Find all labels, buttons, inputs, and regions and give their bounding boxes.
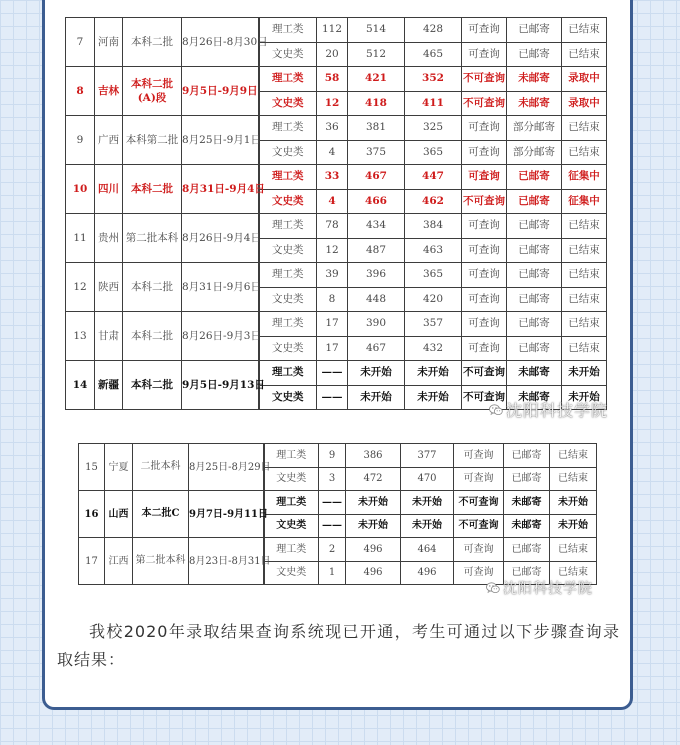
- category-cell: 文史类: [259, 42, 317, 67]
- query-status-cell: 可查询: [462, 18, 507, 43]
- batch-cell: 本科二批: [123, 312, 182, 361]
- admission-status-table: [65, 17, 607, 410]
- province-cell: 广西: [95, 116, 123, 165]
- table-row: [66, 116, 607, 141]
- table-row: [66, 312, 607, 337]
- mail-status-cell: 已邮寄: [507, 189, 562, 214]
- category-cell: 理工类: [259, 361, 317, 386]
- count-cell: 39: [317, 263, 348, 288]
- high-score-cell: 496: [346, 561, 401, 585]
- query-status-cell: 可查询: [462, 238, 507, 263]
- high-score-cell: 未开始: [348, 385, 405, 410]
- query-status-cell: 可查询: [462, 42, 507, 67]
- batch-cell: 第二批本科: [133, 538, 189, 585]
- low-score-cell: 377: [401, 444, 454, 468]
- count-cell: 58: [317, 67, 348, 92]
- high-score-cell: 472: [346, 467, 401, 491]
- table-row: [66, 165, 607, 190]
- batch-cell: 二批本科: [133, 444, 189, 491]
- high-score-cell: 434: [348, 214, 405, 239]
- high-score-cell: 390: [348, 312, 405, 337]
- low-score-cell: 365: [405, 140, 462, 165]
- high-score-cell: 421: [348, 67, 405, 92]
- admission-table-image[interactable]: [65, 17, 606, 410]
- category-cell: 理工类: [259, 214, 317, 239]
- province-cell: 江西: [105, 538, 133, 585]
- query-status-cell: 可查询: [462, 263, 507, 288]
- enrollment-status-cell: 征集中: [562, 189, 607, 214]
- date-range-cell: 8月31日-9月4日: [182, 165, 259, 214]
- count-cell: 17: [317, 336, 348, 361]
- batch-cell: 本科第二批: [123, 116, 182, 165]
- row-number-cell: 11: [66, 214, 95, 263]
- high-score-cell: 448: [348, 287, 405, 312]
- category-cell: 理工类: [264, 538, 319, 562]
- date-range-cell: 8月26日-8月30日: [182, 18, 259, 67]
- table-row: [66, 361, 607, 386]
- row-number-cell: 16: [79, 491, 105, 538]
- low-score-cell: 未开始: [401, 514, 454, 538]
- category-cell: 理工类: [259, 18, 317, 43]
- mail-status-cell: 已邮寄: [507, 165, 562, 190]
- date-range-cell: 8月26日-9月3日: [182, 312, 259, 361]
- batch-cell: 本科二批: [123, 18, 182, 67]
- query-status-cell: 可查询: [454, 561, 504, 585]
- mail-status-cell: 未邮寄: [507, 385, 562, 410]
- count-cell: ——: [319, 491, 346, 515]
- province-cell: 陕西: [95, 263, 123, 312]
- low-score-cell: 357: [405, 312, 462, 337]
- table-row: [79, 538, 597, 562]
- mail-status-cell: 已邮寄: [507, 238, 562, 263]
- wechat-icon: [489, 404, 503, 416]
- enrollment-status-cell: 录取中: [562, 67, 607, 92]
- count-cell: 8: [317, 287, 348, 312]
- low-score-cell: 384: [405, 214, 462, 239]
- wechat-icon: [486, 582, 500, 594]
- batch-cell: 本二批C: [133, 491, 189, 538]
- count-cell: 12: [317, 238, 348, 263]
- date-range-cell: 9月7日-9月11日: [189, 491, 264, 538]
- low-score-cell: 447: [405, 165, 462, 190]
- row-number-cell: 9: [66, 116, 95, 165]
- enrollment-status-cell: 已结束: [562, 312, 607, 337]
- enrollment-status-cell: 已结束: [562, 214, 607, 239]
- date-range-cell: 8月26日-9月4日: [182, 214, 259, 263]
- batch-cell: 本科二批: [123, 263, 182, 312]
- low-score-cell: 464: [401, 538, 454, 562]
- enrollment-status-cell: 已结束: [550, 467, 597, 491]
- table-row: [66, 67, 607, 92]
- row-number-cell: 8: [66, 67, 95, 116]
- watermark: [489, 398, 608, 421]
- mail-status-cell: 未邮寄: [507, 67, 562, 92]
- mail-status-cell: 未邮寄: [507, 361, 562, 386]
- table-row: [79, 491, 597, 515]
- category-cell: 理工类: [259, 116, 317, 141]
- date-range-cell: 8月31日-9月6日: [182, 263, 259, 312]
- date-range-cell: 8月25日-9月1日: [182, 116, 259, 165]
- mail-status-cell: 已邮寄: [504, 538, 550, 562]
- batch-cell: 本科二批: [123, 165, 182, 214]
- watermark: [486, 578, 593, 598]
- mail-status-cell: 已邮寄: [504, 444, 550, 468]
- low-score-cell: 496: [401, 561, 454, 585]
- low-score-cell: 325: [405, 116, 462, 141]
- date-range-cell: 8月23日-8月31日: [189, 538, 264, 585]
- query-status-cell: 可查询: [462, 312, 507, 337]
- category-cell: 文史类: [259, 336, 317, 361]
- high-score-cell: 467: [348, 336, 405, 361]
- province-cell: 宁夏: [105, 444, 133, 491]
- province-cell: 新疆: [95, 361, 123, 410]
- query-status-cell: 可查询: [454, 444, 504, 468]
- mail-status-cell: 已邮寄: [507, 263, 562, 288]
- high-score-cell: 未开始: [346, 491, 401, 515]
- enrollment-status-cell: 未开始: [562, 385, 607, 410]
- enrollment-status-cell: 已结束: [562, 287, 607, 312]
- count-cell: ——: [317, 385, 348, 410]
- date-range-cell: 9月5日-9月13日: [182, 361, 259, 410]
- province-cell: 四川: [95, 165, 123, 214]
- mail-status-cell: 部分邮寄: [507, 140, 562, 165]
- enrollment-status-cell: 征集中: [562, 165, 607, 190]
- query-status-cell: 可查询: [462, 214, 507, 239]
- mail-status-cell: 未邮寄: [507, 91, 562, 116]
- high-score-cell: 466: [348, 189, 405, 214]
- low-score-cell: 462: [405, 189, 462, 214]
- count-cell: 78: [317, 214, 348, 239]
- category-cell: 文史类: [259, 385, 317, 410]
- table-row: [66, 263, 607, 288]
- low-score-cell: 470: [401, 467, 454, 491]
- enrollment-status-cell: 已结束: [550, 561, 597, 585]
- high-score-cell: 386: [346, 444, 401, 468]
- enrollment-status-cell: 已结束: [562, 42, 607, 67]
- row-number-cell: 15: [79, 444, 105, 491]
- query-status-cell: 不可查询: [462, 189, 507, 214]
- count-cell: ——: [317, 361, 348, 386]
- enrollment-status-cell: 未开始: [550, 491, 597, 515]
- row-number-cell: 12: [66, 263, 95, 312]
- date-range-cell: 8月25日-8月29日: [189, 444, 264, 491]
- mail-status-cell: 未邮寄: [504, 514, 550, 538]
- table-row: [79, 444, 597, 468]
- category-cell: 文史类: [259, 140, 317, 165]
- count-cell: 20: [317, 42, 348, 67]
- query-status-cell: 可查询: [462, 165, 507, 190]
- intro-paragraph: 我校2020年录取结果查询系统现已开通，考生可通过以下步骤查询录取结果：: [57, 622, 620, 669]
- province-cell: 山西: [105, 491, 133, 538]
- query-status-cell: 可查询: [462, 116, 507, 141]
- enrollment-status-cell: 已结束: [562, 336, 607, 361]
- category-cell: 文史类: [259, 189, 317, 214]
- table-row: [66, 214, 607, 239]
- enrollment-status-cell: 已结束: [550, 444, 597, 468]
- high-score-cell: 未开始: [346, 514, 401, 538]
- batch-cell: 第二批本科: [123, 214, 182, 263]
- low-score-cell: 352: [405, 67, 462, 92]
- category-cell: 文史类: [259, 238, 317, 263]
- query-status-cell: 可查询: [454, 538, 504, 562]
- count-cell: 1: [319, 561, 346, 585]
- high-score-cell: 396: [348, 263, 405, 288]
- count-cell: 2: [319, 538, 346, 562]
- count-cell: 12: [317, 91, 348, 116]
- mail-status-cell: 已邮寄: [507, 214, 562, 239]
- low-score-cell: 465: [405, 42, 462, 67]
- row-number-cell: 10: [66, 165, 95, 214]
- count-cell: 9: [319, 444, 346, 468]
- enrollment-status-cell: 已结束: [562, 238, 607, 263]
- admission-status-table: [78, 443, 597, 585]
- low-score-cell: 未开始: [405, 385, 462, 410]
- enrollment-status-cell: 未开始: [562, 361, 607, 386]
- row-number-cell: 14: [66, 361, 95, 410]
- high-score-cell: 514: [348, 18, 405, 43]
- date-range-cell: 9月5日-9月9日: [182, 67, 259, 116]
- row-number-cell: 17: [79, 538, 105, 585]
- count-cell: 36: [317, 116, 348, 141]
- query-status-cell: 可查询: [462, 287, 507, 312]
- enrollment-status-cell: 已结束: [562, 116, 607, 141]
- category-cell: 文史类: [259, 287, 317, 312]
- query-status-cell: 可查询: [454, 467, 504, 491]
- category-cell: 文史类: [264, 467, 319, 491]
- table-row: [66, 18, 607, 43]
- low-score-cell: 428: [405, 18, 462, 43]
- query-status-cell: 不可查询: [454, 514, 504, 538]
- query-status-cell: 不可查询: [462, 361, 507, 386]
- category-cell: 理工类: [264, 444, 319, 468]
- high-score-cell: 381: [348, 116, 405, 141]
- query-status-cell: 不可查询: [462, 91, 507, 116]
- enrollment-status-cell: 录取中: [562, 91, 607, 116]
- query-status-cell: 不可查询: [462, 385, 507, 410]
- high-score-cell: 375: [348, 140, 405, 165]
- category-cell: 理工类: [259, 67, 317, 92]
- high-score-cell: 未开始: [348, 361, 405, 386]
- batch-cell: 本科二批 (A)段: [123, 67, 182, 116]
- mail-status-cell: 已邮寄: [507, 312, 562, 337]
- query-status-cell: 可查询: [462, 336, 507, 361]
- province-cell: 甘肃: [95, 312, 123, 361]
- count-cell: 33: [317, 165, 348, 190]
- low-score-cell: 未开始: [405, 361, 462, 386]
- province-cell: 贵州: [95, 214, 123, 263]
- low-score-cell: 411: [405, 91, 462, 116]
- low-score-cell: 432: [405, 336, 462, 361]
- category-cell: 文史类: [264, 561, 319, 585]
- enrollment-status-cell: 已结束: [562, 140, 607, 165]
- province-cell: 河南: [95, 18, 123, 67]
- query-status-cell: 不可查询: [454, 491, 504, 515]
- high-score-cell: 418: [348, 91, 405, 116]
- low-score-cell: 未开始: [401, 491, 454, 515]
- row-number-cell: 7: [66, 18, 95, 67]
- high-score-cell: 512: [348, 42, 405, 67]
- enrollment-status-cell: 已结束: [562, 263, 607, 288]
- count-cell: 17: [317, 312, 348, 337]
- count-cell: ——: [319, 514, 346, 538]
- query-status-cell: 不可查询: [462, 67, 507, 92]
- admission-table-image[interactable]: [78, 443, 596, 585]
- count-cell: 3: [319, 467, 346, 491]
- count-cell: 4: [317, 140, 348, 165]
- mail-status-cell: 已邮寄: [507, 18, 562, 43]
- watermark-text: 沈阳科技学院: [503, 581, 593, 597]
- category-cell: 文史类: [259, 91, 317, 116]
- row-number-cell: 13: [66, 312, 95, 361]
- low-score-cell: 420: [405, 287, 462, 312]
- query-status-cell: 可查询: [462, 140, 507, 165]
- high-score-cell: 467: [348, 165, 405, 190]
- mail-status-cell: 未邮寄: [504, 491, 550, 515]
- high-score-cell: 496: [346, 538, 401, 562]
- count-cell: 112: [317, 18, 348, 43]
- enrollment-status-cell: 未开始: [550, 514, 597, 538]
- low-score-cell: 463: [405, 238, 462, 263]
- category-cell: 文史类: [264, 514, 319, 538]
- province-cell: 吉林: [95, 67, 123, 116]
- low-score-cell: 365: [405, 263, 462, 288]
- category-cell: 理工类: [264, 491, 319, 515]
- mail-status-cell: 已邮寄: [504, 467, 550, 491]
- mail-status-cell: 部分邮寄: [507, 116, 562, 141]
- enrollment-status-cell: 已结束: [550, 538, 597, 562]
- mail-status-cell: 已邮寄: [507, 336, 562, 361]
- watermark-text: 沈阳科技学院: [506, 401, 609, 420]
- count-cell: 4: [317, 189, 348, 214]
- category-cell: 理工类: [259, 312, 317, 337]
- mail-status-cell: 已邮寄: [504, 561, 550, 585]
- category-cell: 理工类: [259, 165, 317, 190]
- mail-status-cell: 已邮寄: [507, 42, 562, 67]
- high-score-cell: 487: [348, 238, 405, 263]
- enrollment-status-cell: 已结束: [562, 18, 607, 43]
- category-cell: 理工类: [259, 263, 317, 288]
- mail-status-cell: 已邮寄: [507, 287, 562, 312]
- batch-cell: 本科二批: [123, 361, 182, 410]
